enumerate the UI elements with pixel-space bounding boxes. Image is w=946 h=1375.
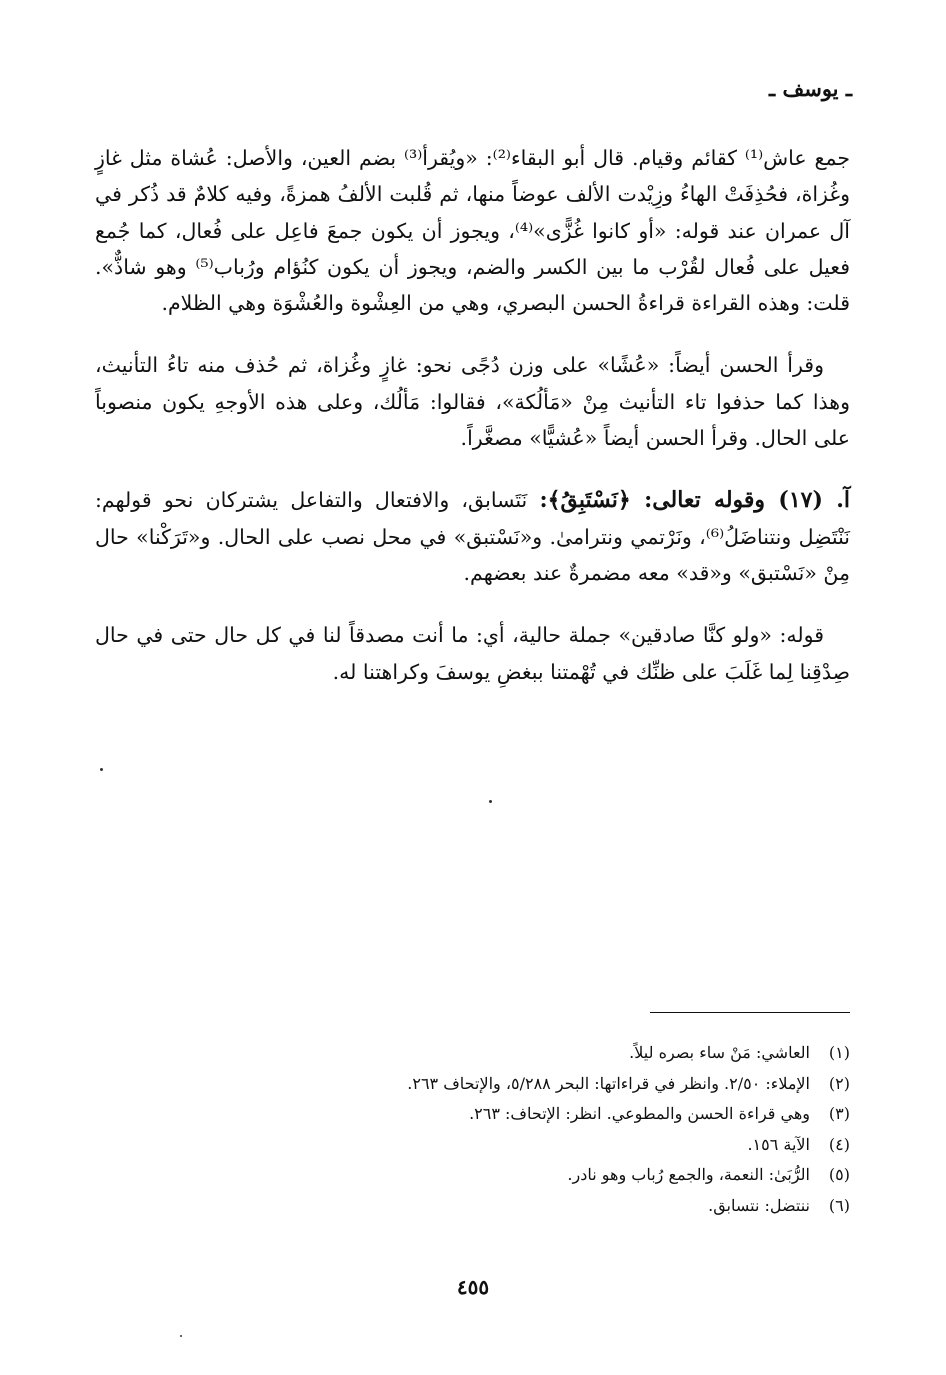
footnote-1 <box>95 1038 850 1069</box>
paragraph-3 <box>95 482 850 591</box>
footnote-number: (٤) <box>828 1134 850 1154</box>
footnote-divider <box>650 1012 850 1013</box>
paragraph-4: قوله: «ولو كنَّا صادقين» جملة حالية، أي: ما أنت مصدقاً لنا في كل حال حتى في حال صِدْقِنا لِما غَلَبَ على ظنِّك في تُهْمتنا ببغضِ يوسفَ وكراهتنا له. <box>95 623 850 684</box>
scan-speck <box>100 768 103 771</box>
page-number: ٤٥٥ <box>456 1275 490 1299</box>
paragraph-3-text: نَتَسابق، والافتعال والتفاعل يشتركان نحو قولهم: نَنْتَضِل ونتناضَلُ⁽⁶⁾، ونَرْتمي ونترامىٰ. و«نَسْتبق» في محل نصب على الحال. و«تَرَكْنا» حال مِنْ «نَسْتبق» و«قد» معه مضمرةٌ عند بعضهم. <box>95 488 850 585</box>
paragraph-1: جمع عاش⁠⁽¹⁾ كقائم وقيام. قال أبو البقاء⁽²⁾: «ويُقرأ⁽³⁾ بضم العين، والأصل: عُشاة مثل غازٍ وغُزاة، فحُذِفَتْ الهاءُ وزِيْدت الألف عوضاً منها، ثم قُلبت الألفُ همزةً، وفيه كلامٌ قد ذُكر في آل عمران عند قوله: «أو كانوا غُزًّى»⁽⁴⁾، ويجوز أن يكون جمعَ فاعِل على فُعال، كما جُمع فعيل على فُعال لقُرْب ما بين الكسر والضم، ويجوز أن يكون كنُؤام ورُباب⁽⁵⁾ وهو شاذٌّ». قلت: وهذه القراءة قراءةُ الحسن البصري، وهي من العِشْوة والعُشْوَة وهي الظلام. <box>95 146 850 316</box>
footnote-number: (٥) <box>828 1165 850 1184</box>
footnote-2 <box>95 1069 850 1100</box>
footnote-text: ننتضل: نتسابق. <box>708 1195 810 1215</box>
footnote-number: (٣) <box>828 1104 850 1123</box>
footnote-number: (٦) <box>828 1195 850 1215</box>
footnote-number: (٢) <box>828 1073 850 1093</box>
main-text <box>95 140 850 716</box>
paragraph-2: وقرأ الحسن أيضاً: «عُشًا» على وزن دُجًى نحو: غازٍ وغُزاة، ثم حُذف منه تاءُ التأنيث، وهذا كما حذفوا تاء التأنيث مِنْ «مَألُكة»، فقالوا: مَألُك، وعلى هذه الأوجهِ يكون منصوباً على الحال. وقرأ الحسن أيضاً «عُشيًّا» مصغَّراً. <box>95 353 850 451</box>
footnote-4 <box>95 1130 850 1161</box>
footnote-3 <box>95 1099 850 1130</box>
footnote-6 <box>95 1191 850 1222</box>
footnote-5 <box>95 1160 850 1191</box>
footnote-text: الإملاء: ٢/٥٠. وانظر في قراءاتها: البحر ٥/٢٨٨، والإتحاف ٢٦٣. <box>407 1073 810 1093</box>
verse-lead: آ. (١٧) وقوله تعالى: ﴿نَسْتَبِقُ﴾: <box>539 487 850 514</box>
footnote-number: (١) <box>828 1043 850 1062</box>
footnote-text: وهي قراءة الحسن والمطوعي. انظر: الإتحاف: ٢٦٣. <box>469 1104 810 1123</box>
footnote-text: الآية ١٥٦. <box>747 1134 810 1154</box>
scan-speck <box>180 1335 182 1337</box>
scan-speck <box>489 800 492 803</box>
running-header: ـ يوسف ـ <box>769 76 852 101</box>
footnote-text: العاشي: مَنْ ساء بصره ليلاً. <box>629 1043 810 1062</box>
footnote-text: الرُّبَىٰ: النعمة، والجمع رُباب وهو نادر. <box>567 1165 810 1184</box>
footnotes <box>95 1038 850 1221</box>
